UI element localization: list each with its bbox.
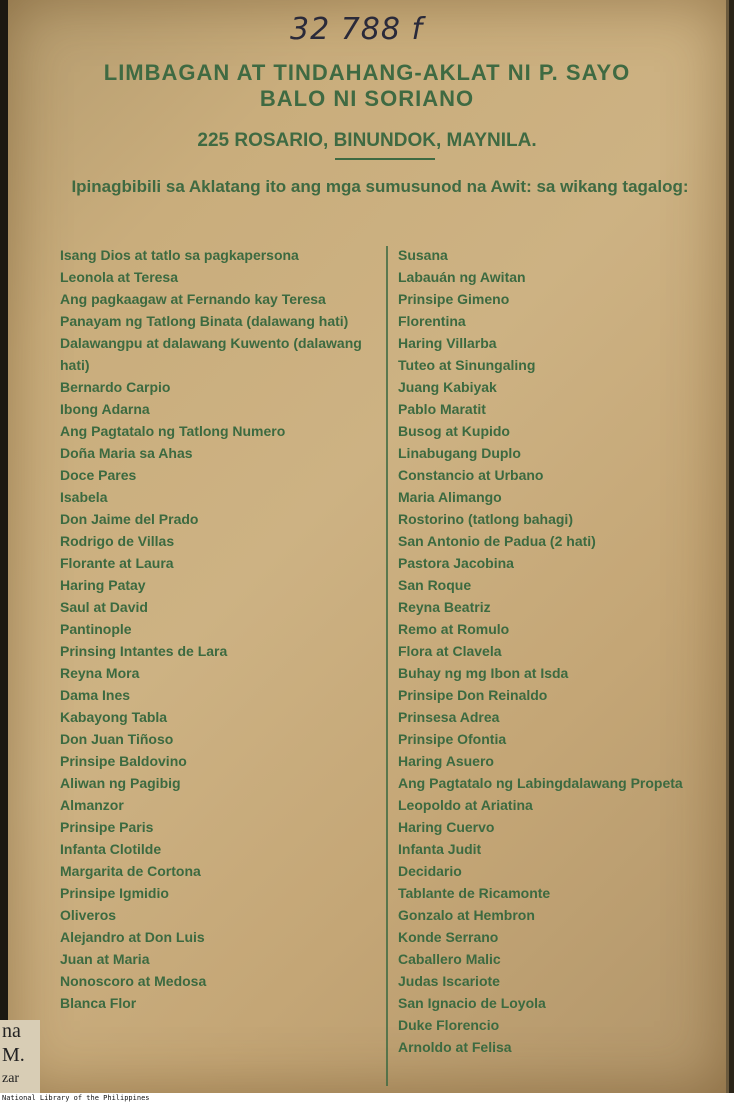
title-item: Decidario: [398, 863, 462, 879]
footer-credit: National Library of the Philippines: [2, 1094, 150, 1102]
publisher-address: 225 ROSARIO, BINUNDOK, MAYNILA.: [197, 130, 537, 151]
title-item: Reyna Mora: [60, 665, 140, 681]
title-item: San Roque: [398, 577, 472, 593]
title-item: Haring Asuero: [398, 753, 494, 769]
title-item: Flora at Clavela: [398, 643, 502, 659]
title-item: Bernardo Carpio: [60, 379, 171, 395]
title-item: Labauán ng Awitan: [398, 269, 526, 285]
title-item: Dama Ines: [60, 687, 131, 703]
title-item: Don Jaime del Prado: [60, 511, 199, 527]
title-item: Tuteo at Sinungaling: [398, 357, 536, 373]
publisher-line-2: BALO NI SORIANO: [259, 86, 475, 111]
title-item: Nonoscoro at Medosa: [60, 973, 207, 989]
left-title-list: [60, 244, 378, 1014]
title-item: Kabayong Tabla: [60, 709, 168, 725]
title-item: Infanta Clotilde: [60, 841, 162, 857]
title-item: Pantinople: [60, 621, 132, 637]
title-item: Doña Maria sa Ahas: [60, 445, 193, 461]
heading-divider: [335, 158, 435, 160]
title-item: Konde Serrano: [398, 929, 499, 945]
title-item: Saul at David: [60, 599, 148, 615]
title-item: Florentina: [398, 313, 466, 329]
title-item: Gonzalo at Hembron: [398, 907, 535, 923]
title-item: San Antonio de Padua (2 hati): [398, 533, 596, 549]
title-item: Linabugang Duplo: [398, 445, 521, 461]
title-item: Rodrigo de Villas: [60, 533, 175, 549]
publisher-line-1: LIMBAGAN AT TINDAHANG-AKLAT NI P. SAYO: [103, 60, 631, 85]
title-item: Juang Kabiyak: [398, 379, 497, 395]
title-item: Dalawangpu at dalawang Kuwento (dalawang hati): [60, 335, 366, 373]
title-item: Busog at Kupido: [398, 423, 510, 439]
column-divider: [386, 246, 388, 1086]
title-item: Caballero Malic: [398, 951, 501, 967]
title-item: Reyna Beatriz: [398, 599, 491, 615]
publisher-heading: [0, 60, 734, 112]
title-item: Duke Florencio: [398, 1017, 500, 1033]
margin-fragment: zar: [2, 1071, 20, 1086]
intro-text: Ipinagbibili sa Aklatang ito ang mga sumusunod na Awit: sa wikang tagalog:: [71, 177, 689, 196]
title-item: Juan at Maria: [60, 951, 150, 967]
margin-fragment: na: [2, 1020, 21, 1042]
margin-fragment: M.: [2, 1044, 25, 1066]
title-item: Almanzor: [60, 797, 124, 813]
title-item: Judas Iscariote: [398, 973, 500, 989]
title-item: Tablante de Ricamonte: [398, 885, 551, 901]
title-item: Buhay ng mg Ibon at Isda: [398, 665, 569, 681]
title-item: Rostorino (tatlong bahagi): [398, 511, 573, 527]
footer-bar: [0, 1093, 734, 1103]
title-item: Isabela: [60, 489, 108, 505]
title-item: Leonola at Teresa: [60, 269, 179, 285]
title-item: Prinsing Intantes de Lara: [60, 643, 228, 659]
title-item: Aliwan ng Pagibig: [60, 775, 181, 791]
title-item: Ibong Adarna: [60, 401, 150, 417]
title-item: Prinsipe Baldovino: [60, 753, 187, 769]
title-item: Prinsipe Paris: [60, 819, 154, 835]
title-item: Arnoldo at Felisa: [398, 1039, 512, 1055]
title-item: Maria Alimango: [398, 489, 502, 505]
title-item: Prinsipe Igmidio: [60, 885, 169, 901]
title-item: Susana: [398, 247, 448, 263]
title-item: Pablo Maratit: [398, 401, 486, 417]
title-item: Blanca Flor: [60, 995, 137, 1011]
title-item: Ang pagkaagaw at Fernando kay Teresa: [60, 291, 326, 307]
title-item: Oliveros: [60, 907, 117, 923]
title-item: Haring Villarba: [398, 335, 497, 351]
title-item: Infanta Judit: [398, 841, 482, 857]
handwritten-call-number: 32 788 f: [290, 12, 424, 47]
title-item: San Ignacio de Loyola: [398, 995, 546, 1011]
title-item: Doce Pares: [60, 467, 137, 483]
scan-left-edge: [0, 0, 8, 1093]
title-item: Haring Patay: [60, 577, 146, 593]
title-item: Prinsipe Don Reinaldo: [398, 687, 548, 703]
title-item: Margarita de Cortona: [60, 863, 201, 879]
right-title-list: [398, 244, 714, 1058]
title-item: Ang Pagtatalo ng Labingdalawang Propeta: [398, 775, 683, 791]
title-item: Prinsesa Adrea: [398, 709, 500, 725]
title-item: Panayam ng Tatlong Binata (dalawang hati): [60, 313, 349, 329]
title-item: Ang Pagtatalo ng Tatlong Numero: [60, 423, 286, 439]
title-item: Isang Dios at tatlo sa pagkapersona: [60, 247, 299, 263]
title-item: Pastora Jacobina: [398, 555, 514, 571]
title-item: Remo at Romulo: [398, 621, 510, 637]
title-item: Constancio at Urbano: [398, 467, 544, 483]
title-item: Prinsipe Gimeno: [398, 291, 510, 307]
title-item: Florante at Laura: [60, 555, 174, 571]
title-item: Prinsipe Ofontia: [398, 731, 507, 747]
adjacent-page-fragment: [0, 1020, 40, 1093]
title-item: Leopoldo at Ariatina: [398, 797, 533, 813]
title-item: Alejandro at Don Luis: [60, 929, 205, 945]
title-item: Haring Cuervo: [398, 819, 495, 835]
title-item: Don Juan Tiñoso: [60, 731, 174, 747]
